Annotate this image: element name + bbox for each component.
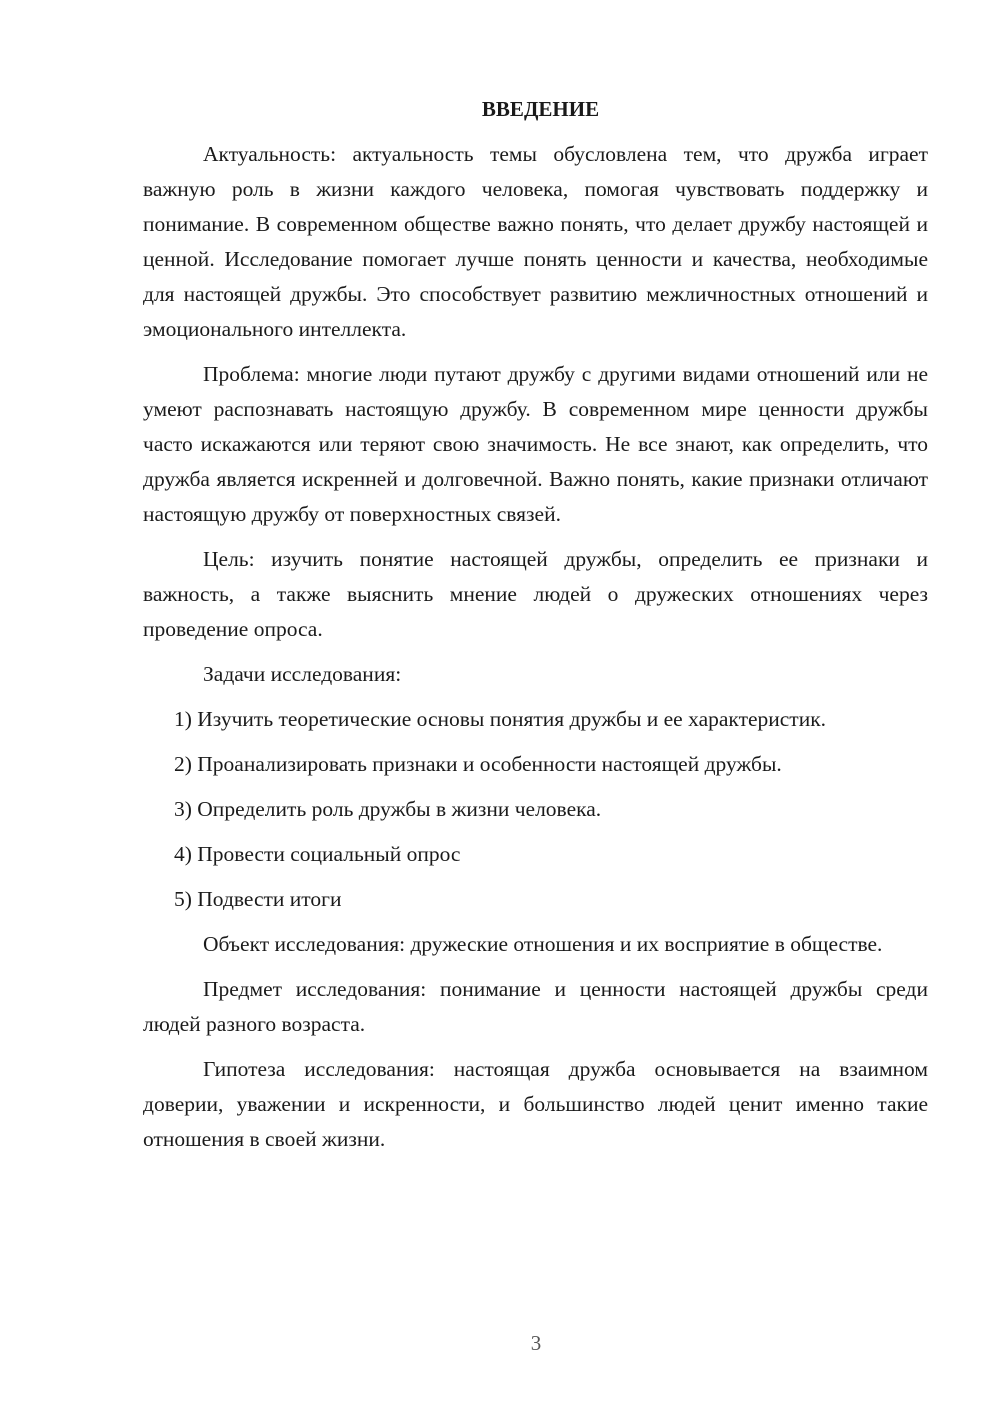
list-item: 4) Провести социальный опрос	[174, 842, 461, 866]
relevance-paragraph: Актуальность: актуальность темы обусловлена тем, что дружба играет важную роль в жизни каждого человека, помогая чувствовать поддержку и понимание. В современном обществе важно понять, что делает дружбу настоящей и ценной. Исследование помогает лучше понять ценности и качества, необходимые для настоящей дружбы. Это способствует развитию межличностных отношений и эмоционального интеллекта.	[143, 142, 928, 341]
document-page	[143, 92, 928, 1167]
problem-paragraph: Проблема: многие люди путают дружбу с другими видами отношений или не умеют распознавать настоящую дружбу. В современном мире ценности дружбы часто искажаются или теряют свою значимость. Не все знают, как определить, что дружба является искренней и долговечной. Важно понять, какие признаки отличают настоящую дружбу от поверхностных связей.	[143, 362, 928, 526]
list-item: 5) Подвести итоги	[174, 887, 342, 911]
page-title: ВВЕДЕНИЕ	[481, 97, 600, 121]
list-item: 2) Проанализировать признаки и особенности настоящей дружбы.	[174, 752, 782, 776]
subject-paragraph: Предмет исследования: понимание и ценности настоящей дружбы среди людей разного возраста.	[143, 977, 928, 1036]
list-item: 1) Изучить теоретические основы понятия дружбы и ее характеристик.	[174, 707, 827, 731]
goal-paragraph: Цель: изучить понятие настоящей дружбы, определить ее признаки и важность, а также выяснить мнение людей о дружеских отношениях через проведение опроса.	[143, 547, 928, 641]
tasks-list	[143, 702, 928, 917]
object-paragraph: Объект исследования: дружеские отношения и их восприятие в обществе.	[203, 932, 883, 956]
list-item: 3) Определить роль дружбы в жизни человека.	[174, 797, 602, 821]
hypothesis-paragraph: Гипотеза исследования: настоящая дружба основывается на взаимном доверии, уважении и искренности, и большинство людей ценит именно такие отношения в своей жизни.	[143, 1057, 928, 1151]
tasks-heading: Задачи исследования:	[203, 662, 402, 686]
page-number: 3	[530, 1331, 542, 1355]
